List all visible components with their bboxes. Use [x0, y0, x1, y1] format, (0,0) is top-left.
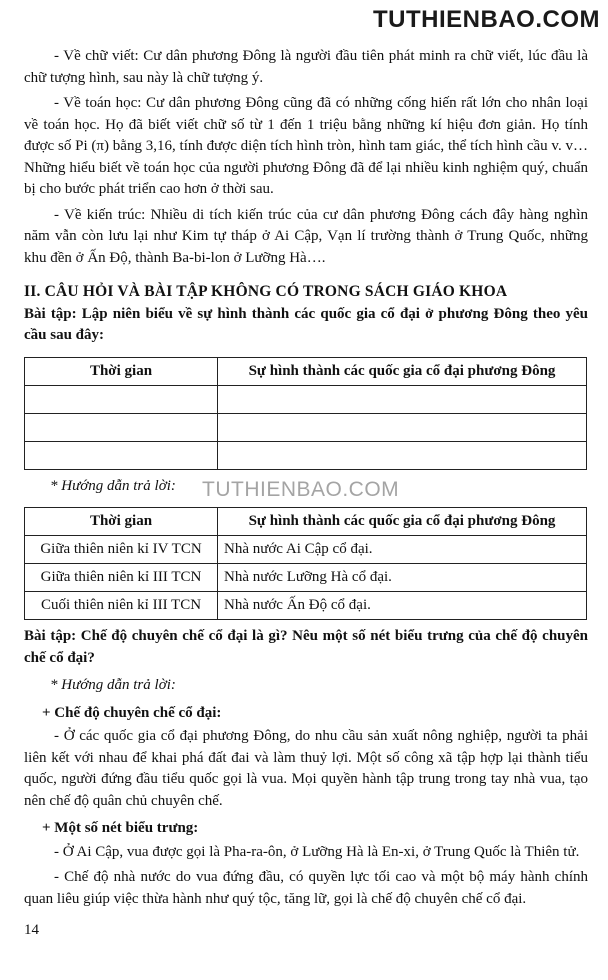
column-header-formation: Sự hình thành các quốc gia cổ đại phương Đông: [218, 508, 587, 536]
page-content: [24, 46, 588, 914]
exercise-2-prompt: Bài tập: Chế độ chuyên chế cổ đại là gì? Nêu một số nét biểu trưng của chế độ chuyên chế cổ đại?: [24, 628, 588, 666]
site-watermark-top: TUTHIENBAO.COM: [373, 6, 600, 33]
time-cell: Giữa thiên niên kỉ IV TCN: [25, 536, 218, 564]
blank-timeline-table: [24, 357, 587, 470]
table-row: [25, 413, 587, 441]
answer-guide-label-1: * Hướng dẫn trả lời:: [50, 477, 176, 494]
table-cell: [25, 413, 218, 441]
paragraph-architecture: - Về kiến trúc: Nhiều di tích kiến trúc của cư dân phương Đông cách đây hàng nghìn năm vẫn còn lưu lại như Kim tự tháp ở Ai Cập, Vạn lí trường thành ở Trung Quốc, những khu đền ở Ấn Độ, thành Ba-bi-lon ở Lưỡng Hà….: [24, 206, 588, 266]
time-cell: Cuối thiên niên kỉ III TCN: [25, 592, 218, 620]
answer-timeline-table: [24, 507, 587, 620]
subheading-despotism: + Chế độ chuyên chế cổ đại:: [42, 704, 222, 721]
table-cell: [25, 385, 218, 413]
column-header-time: Thời gian: [25, 508, 218, 536]
paragraph-writing: - Về chữ viết: Cư dân phương Đông là người đầu tiên phát minh ra chữ viết, lúc đầu là chữ tượng hình, sau này là chữ tượng ý.: [24, 48, 588, 86]
time-cell: Giữa thiên niên kỉ III TCN: [25, 564, 218, 592]
table-row: [25, 385, 587, 413]
table-row: [25, 441, 587, 469]
table-cell: [218, 413, 587, 441]
subheading-characteristics: + Một số nét biểu trưng:: [42, 820, 199, 836]
paragraph-despotism: - Ở các quốc gia cổ đại phương Đông, do nhu cầu sản xuất nông nghiệp, người ta phải liên kết với nhau để khai phá đất đai và làm thuỷ lợi. Một số công xã tập hợp lại thành tiểu quốc, người đứng đầu tiểu quốc gọi là vua. Mọi quyền hành tập trung trong tay nhà vua, tạo nên chế độ quân chủ chuyên chế.: [24, 728, 588, 809]
site-watermark-middle: TUTHIENBAO.COM: [202, 478, 400, 501]
section-heading: II. CÂU HỎI VÀ BÀI TẬP KHÔNG CÓ TRONG SÁCH GIÁO KHOA: [24, 283, 508, 300]
state-cell: Nhà nước Ai Cập cổ đại.: [218, 536, 587, 564]
paragraph-mathematics: - Về toán học: Cư dân phương Đông cũng đã có những cống hiến rất lớn cho nhân loại về toán học. Họ đã biết viết chữ số từ 1 đến 1 triệu bằng những kí hiệu đơn giản. Họ tính được số Pi (π) bằng 3,16, tính được diện tích hình tròn, hình tam giác, thể tích hình cầu v. v…Những hiểu biết về toán học của người phương Đông đã để lại nhiều kinh nghiệm quý, chuẩn bị cho bước phát triển cao hơn ở thời sau.: [24, 95, 588, 197]
table-header-row: [25, 357, 587, 385]
table-header-row: [25, 508, 587, 536]
table-row: [25, 536, 587, 564]
paragraph-state-apparatus: - Chế độ nhà nước do vua đứng đầu, có quyền lực tối cao và một bộ máy hành chính quan liêu giúp việc thừa hành như quý tộc, tăng lữ, gọi là chế độ chuyên chế cổ đại.: [24, 869, 588, 907]
state-cell: Nhà nước Lưỡng Hà cổ đại.: [218, 564, 587, 592]
table-cell: [218, 441, 587, 469]
paragraph-titles-of-kings: - Ở Ai Cập, vua được gọi là Pha-ra-ôn, ở Lưỡng Hà là En-xi, ở Trung Quốc là Thiên tử.: [54, 843, 580, 860]
column-header-time: Thời gian: [25, 357, 218, 385]
answer-guide-label-2: * Hướng dẫn trả lời:: [50, 677, 176, 693]
table-cell: [218, 385, 587, 413]
table-row: [25, 592, 587, 620]
exercise-1-prompt: Bài tập: Lập niên biểu về sự hình thành các quốc gia cổ đại ở phương Đông theo yêu cầu sau đây:: [24, 305, 588, 343]
column-header-formation: Sự hình thành các quốc gia cổ đại phương Đông: [218, 357, 587, 385]
page-number: 14: [24, 922, 39, 938]
state-cell: Nhà nước Ấn Độ cổ đại.: [218, 592, 587, 620]
table-row: [25, 564, 587, 592]
table-cell: [25, 441, 218, 469]
